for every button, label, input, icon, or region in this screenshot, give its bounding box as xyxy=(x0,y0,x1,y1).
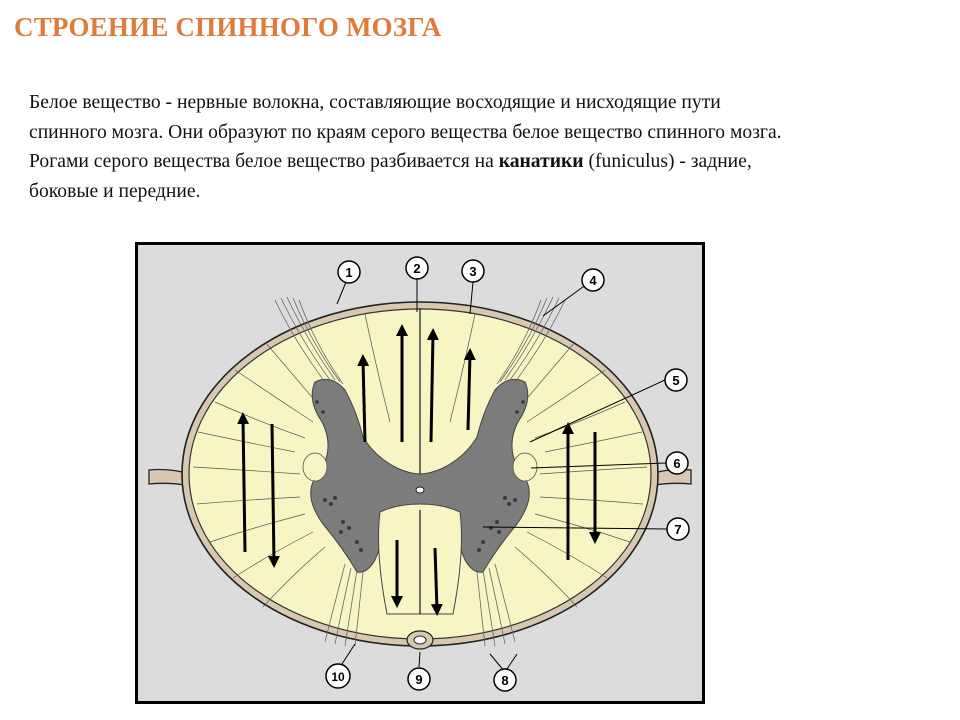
callout-3 xyxy=(462,260,484,282)
arrow-ascending-3 xyxy=(363,360,365,442)
callout-2 xyxy=(406,257,428,279)
callout-8 xyxy=(494,669,516,691)
callout-10-label: 10 xyxy=(331,670,345,684)
arrow-ascending-left-lateral xyxy=(243,418,245,552)
description-bold-term: канатики xyxy=(498,151,584,173)
callout-1 xyxy=(338,261,360,283)
callout-7-label: 7 xyxy=(674,522,682,537)
right-lateral-nucleus xyxy=(513,453,537,481)
spinal-cord-diagram xyxy=(135,242,705,704)
callout-1-label: 1 xyxy=(345,265,353,280)
left-lateral-nucleus xyxy=(303,453,327,481)
arrow-ascending-4 xyxy=(468,354,470,430)
arrow-descending-left-lateral xyxy=(272,424,274,562)
callout-7 xyxy=(667,518,689,540)
callout-8-label: 8 xyxy=(501,673,509,688)
arrow-descending-anterior-right xyxy=(435,548,437,610)
central-canal xyxy=(416,487,424,493)
callout-3-label: 3 xyxy=(469,264,477,279)
callout-10 xyxy=(326,664,350,688)
arrow-ascending-2 xyxy=(431,334,433,442)
description-paragraph xyxy=(29,88,789,206)
callout-9 xyxy=(408,668,430,690)
callout-5 xyxy=(665,369,687,391)
anterior-spinal-artery xyxy=(414,636,426,644)
callout-6-label: 6 xyxy=(673,456,681,471)
spinal-cord-svg xyxy=(135,242,705,704)
callout-4-label: 4 xyxy=(589,273,597,288)
callout-9-label: 9 xyxy=(415,672,423,687)
callout-2-label: 2 xyxy=(413,261,421,276)
callout-5-label: 5 xyxy=(672,373,680,388)
description-part-2: (funiculus) - задние, боковые и передние. xyxy=(29,151,752,202)
description-part-1: Белое вещество - нервные волокна, составляющие восходящие и нисходящие пути спинного мозга. Они образуют по краям серого вещества белое вещество спинного мозга. Рогами серого вещества белое вещество разбивается на xyxy=(29,92,782,173)
callout-6 xyxy=(666,452,688,474)
callout-4 xyxy=(582,269,604,291)
slide-title: СТРОЕНИЕ СПИННОГО МОЗГА xyxy=(14,12,442,42)
